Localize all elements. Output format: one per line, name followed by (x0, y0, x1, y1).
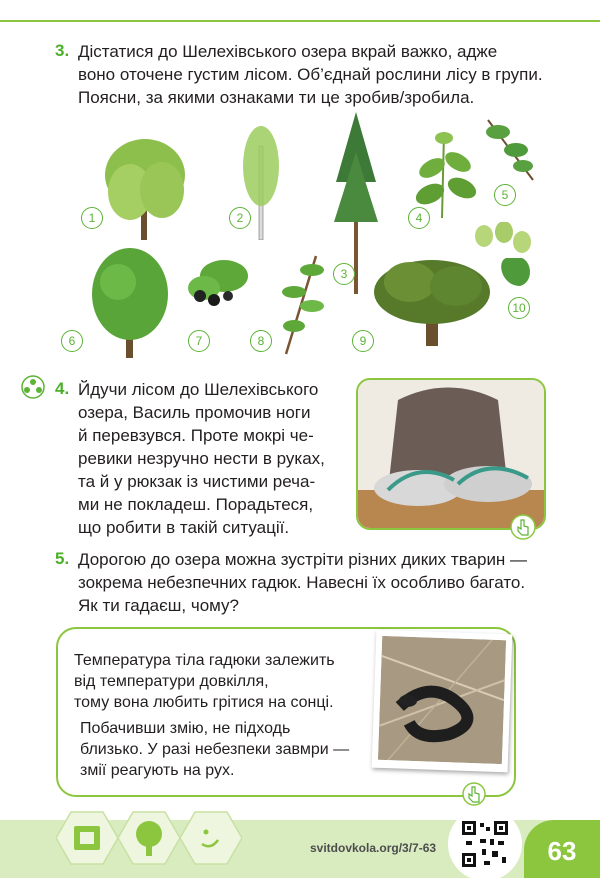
smile-icon (180, 810, 242, 866)
linden-tree-image (88, 242, 172, 358)
qr-code-icon[interactable] (462, 821, 508, 867)
plant-number-4: 4 (408, 207, 430, 229)
task5-text (78, 548, 550, 617)
hand-pointer-icon-2 (462, 782, 486, 806)
group-work-icon (20, 374, 46, 400)
nettle-plant-image (410, 122, 480, 218)
info-paragraph-2 (80, 718, 349, 781)
tree-icon (118, 810, 180, 866)
plant-number-10: 10 (508, 297, 530, 319)
task4-text (78, 378, 340, 539)
plant-number-7: 7 (188, 330, 210, 352)
hand-pointer-icon (510, 514, 536, 540)
willow-tree-image (100, 130, 190, 242)
hop-plant-image (466, 222, 538, 292)
leafy-branch-image (478, 110, 538, 190)
task5-line: зокрема небезпечних гадюк. Навесні їх особливо багато. (78, 573, 526, 592)
top-rule (0, 20, 600, 22)
plant-number-1: 1 (81, 207, 103, 229)
info-line: Побачивши змію, не підходь (80, 720, 291, 737)
task4-line: озера, Василь промочив ноги (78, 403, 311, 422)
task5-line: Дорогою до озера можна зустріти різних диких тварин — (78, 550, 528, 569)
task5-number: 5. (55, 549, 70, 568)
task4-line: Йдучи лісом до Шелехівського (78, 380, 319, 399)
blackberry-image (178, 256, 254, 316)
info-line: близько. У разі небезпеки завмри — (80, 741, 350, 758)
viper-photo (372, 630, 513, 773)
task4-number: 4. (55, 379, 70, 398)
qr-code-holder (448, 807, 522, 881)
plant-number-3: 3 (333, 263, 355, 285)
task3-text (78, 40, 550, 109)
task4-line: ревики незручно нести в руках, (78, 449, 325, 468)
task5-line: Як ти гадаєш, чому? (78, 596, 240, 615)
info-paragraph-1 (74, 650, 335, 713)
task3-number: 3. (55, 41, 70, 60)
task3-line: Дістатися до Шелехівського озера вкрай важко, адже (78, 42, 498, 61)
info-line: від температури довкілля, (74, 673, 269, 690)
plant-number-9: 9 (352, 330, 374, 352)
plant-number-6: 6 (61, 330, 83, 352)
task3-line: Поясни, за якими ознаками ти це зробив/зробила. (78, 88, 475, 107)
info-line: змії реагують на рух. (80, 762, 235, 779)
page-number: 63 (524, 820, 600, 878)
task4-line: що робити в такій ситуації. (78, 518, 290, 537)
task4-line: та й у рюкзак із чистими реча- (78, 472, 316, 491)
task4-line: ми не покладеш. Порадьтеся, (78, 495, 314, 514)
info-line: тому вона любить грітися на сонці. (74, 694, 334, 711)
plant-number-8: 8 (250, 330, 272, 352)
task3-line: воно оточене густим лісом. Об’єднай рослини лісу в групи. (78, 65, 543, 84)
info-line: Температура тіла гадюки залежить (74, 652, 335, 669)
chip-icon (56, 810, 118, 866)
hawthorn-branch-image (272, 250, 328, 356)
task4-line: й перевзувся. Проте мокрі че- (78, 426, 314, 445)
plant-number-5: 5 (494, 184, 516, 206)
sneakers-photo (356, 378, 546, 530)
plant-number-2: 2 (229, 207, 251, 229)
footer-url[interactable]: svitdovkola.org/3/7-63 (310, 841, 437, 855)
